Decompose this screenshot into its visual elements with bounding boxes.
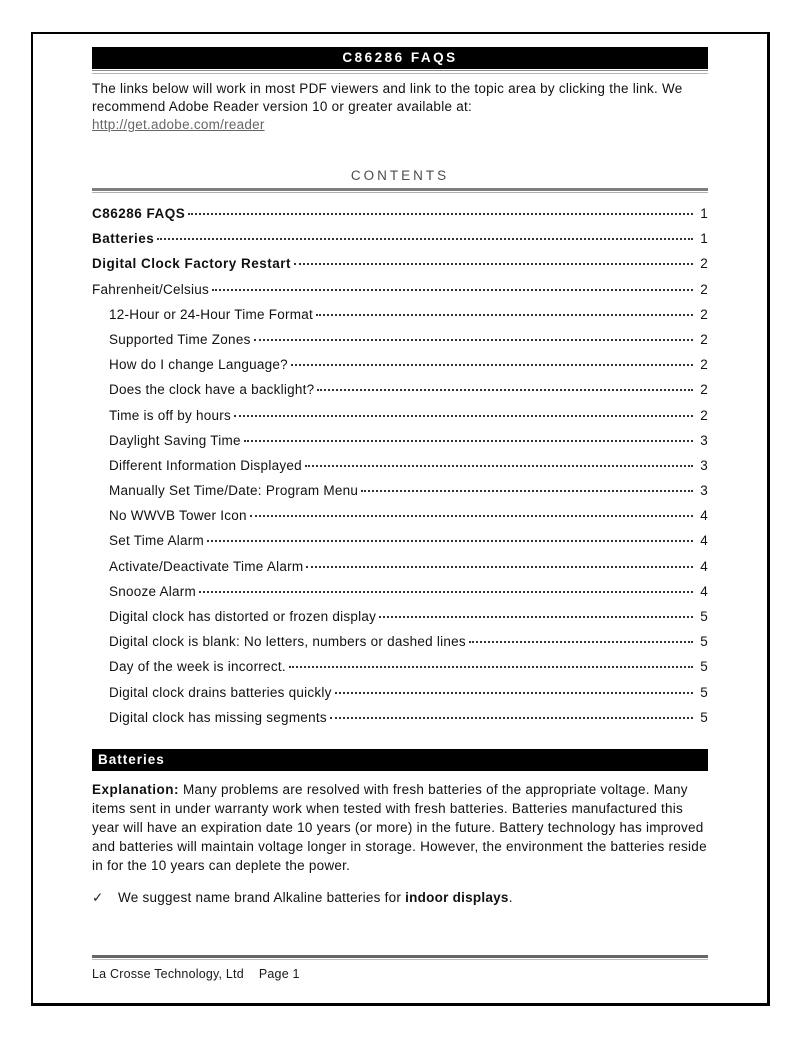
toc-entry[interactable] <box>92 251 708 276</box>
footer-text <box>92 967 708 981</box>
toc-page-number: 4 <box>700 533 708 549</box>
toc-leader-dots <box>330 717 693 719</box>
toc-leader-dots <box>289 666 693 668</box>
toc-page-number: 2 <box>700 281 708 297</box>
toc-entry-label: 12-Hour or 24-Hour Time Format <box>109 306 314 322</box>
toc-leader-dots <box>207 540 693 542</box>
document-title: C86286 FAQS <box>342 50 458 65</box>
toc-entry-label: Different Information Displayed <box>109 457 302 473</box>
suggestion-bullet <box>92 889 708 907</box>
toc-entry-label: Activate/Deactivate Time Alarm <box>109 558 304 574</box>
batteries-section-title: Batteries <box>98 751 165 767</box>
toc-leader-dots <box>316 314 693 316</box>
checkmark-icon: ✓ <box>92 889 104 905</box>
toc-entry[interactable] <box>92 579 708 604</box>
toc-entry[interactable] <box>92 604 708 629</box>
toc-leader-dots <box>250 515 693 517</box>
toc-page-number: 4 <box>700 558 708 574</box>
toc-leader-dots <box>305 465 693 467</box>
toc-page-number: 5 <box>700 634 708 650</box>
toc-entry-label: Digital clock is blank: No letters, numbers or dashed lines <box>109 634 466 650</box>
toc-entry[interactable] <box>92 201 708 226</box>
toc-entry-label: Time is off by hours <box>109 407 232 423</box>
toc-entry[interactable] <box>92 554 708 579</box>
adobe-reader-link[interactable]: http://get.adobe.com/reader <box>92 117 265 132</box>
toc-entry[interactable] <box>92 654 708 679</box>
contents-heading: CONTENTS <box>350 168 450 183</box>
toc-leader-dots <box>254 339 693 341</box>
toc-leader-dots <box>469 641 693 643</box>
toc-page-number: 5 <box>700 609 708 624</box>
document-title-bar <box>92 47 708 69</box>
toc-page-number: 4 <box>700 508 708 524</box>
toc-page-number: 2 <box>700 306 708 322</box>
toc-leader-dots <box>306 566 693 568</box>
toc-entry-label: No WWVB Tower Icon <box>109 508 247 524</box>
toc-leader-dots <box>291 364 693 366</box>
toc-page-number: 2 <box>700 331 708 347</box>
toc-leader-dots <box>188 213 693 215</box>
toc-page-number: 5 <box>700 709 708 725</box>
toc-entry-label: Digital clock has missing segments <box>109 709 327 725</box>
footer-page-number: Page 1 <box>258 967 300 981</box>
toc-leader-dots <box>212 289 693 291</box>
toc-entry-label: Day of the week is incorrect. <box>109 659 286 675</box>
suggestion-text: We suggest name brand Alkaline batteries for indoor displays. <box>118 889 513 905</box>
toc-entry-label: How do I change Language? <box>109 357 288 373</box>
toc-entry[interactable] <box>92 302 708 327</box>
toc-page-number: 1 <box>700 206 708 221</box>
toc-page-number: 4 <box>700 583 708 599</box>
toc-page-number: 3 <box>700 432 708 448</box>
intro-paragraph: The links below will work in most PDF viewers and link to the topic area by clicking the link. We recommend Adobe Reader version 10 or greater available at: <box>92 81 683 114</box>
toc-entry-label: Fahrenheit/Celsius <box>92 281 210 297</box>
toc-entry-label: Digital clock has distorted or frozen display <box>109 609 377 624</box>
toc-page-number: 2 <box>700 357 708 373</box>
toc-entry[interactable] <box>92 403 708 428</box>
toc-page-number: 1 <box>700 231 708 247</box>
toc-entry[interactable] <box>92 680 708 705</box>
toc-page-number: 2 <box>700 382 708 398</box>
toc-entry-label: Manually Set Time/Date: Program Menu <box>109 483 359 499</box>
explanation-text: Many problems are resolved with fresh batteries of the appropriate voltage. Many items sent in under warranty work when tested with fresh batteries. Batteries manufactured this year will have an expiration date 10 years (or more) in the future. Battery technology has improved and batteries will maintain voltage longer in storage. However, the environment the batteries reside in for the 10 years can deplete the power. <box>92 781 707 873</box>
toc-page-number: 3 <box>700 457 708 473</box>
toc-leader-dots <box>335 692 693 694</box>
toc-page-number: 5 <box>700 684 708 700</box>
toc-entry[interactable] <box>92 277 708 302</box>
pdf-page <box>31 32 770 1006</box>
explanation-label: Explanation: <box>92 781 180 797</box>
toc-entry-label: Digital clock drains batteries quickly <box>109 684 332 700</box>
toc-leader-dots <box>379 616 693 618</box>
toc-leader-dots <box>294 263 693 265</box>
toc-page-number: 2 <box>700 407 708 423</box>
explanation-paragraph <box>92 780 708 875</box>
toc-page-number: 5 <box>700 659 708 675</box>
page-footer <box>92 955 708 981</box>
toc-leader-dots <box>234 415 693 417</box>
toc-entry[interactable] <box>92 528 708 553</box>
footer-divider <box>92 955 708 960</box>
toc-leader-dots <box>361 490 693 492</box>
toc-leader-dots <box>199 591 693 593</box>
toc-entry[interactable] <box>92 226 708 251</box>
footer-company: La Crosse Technology, Ltd <box>92 967 244 981</box>
toc-entry[interactable] <box>92 453 708 478</box>
toc-entry-label: Daylight Saving Time <box>109 432 241 448</box>
toc-entry-label: Digital Clock Factory Restart <box>92 256 292 272</box>
toc-leader-dots <box>244 440 693 442</box>
toc-page-number: 3 <box>700 483 708 499</box>
toc-entry[interactable] <box>92 428 708 453</box>
toc-entry[interactable] <box>92 478 708 503</box>
toc-entry-label: Set Time Alarm <box>109 533 205 549</box>
toc-list <box>92 201 708 730</box>
toc-entry[interactable] <box>92 377 708 402</box>
toc-leader-dots <box>317 389 693 391</box>
toc-entry-label: Batteries <box>92 231 155 247</box>
title-divider <box>92 70 708 74</box>
batteries-section-header <box>92 749 708 771</box>
toc-entry[interactable] <box>92 705 708 730</box>
toc-page-number: 2 <box>700 256 708 272</box>
contents-divider <box>92 188 708 193</box>
toc-entry[interactable] <box>92 629 708 654</box>
toc-entry[interactable] <box>92 352 708 377</box>
toc-entry-label: Does the clock have a backlight? <box>109 382 315 398</box>
toc-entry[interactable] <box>92 327 708 352</box>
toc-entry[interactable] <box>92 503 708 528</box>
toc-entry-label: Snooze Alarm <box>109 583 197 599</box>
toc-entry-label: C86286 FAQS <box>92 206 186 221</box>
toc-entry-label: Supported Time Zones <box>109 331 251 347</box>
toc-leader-dots <box>157 238 693 240</box>
